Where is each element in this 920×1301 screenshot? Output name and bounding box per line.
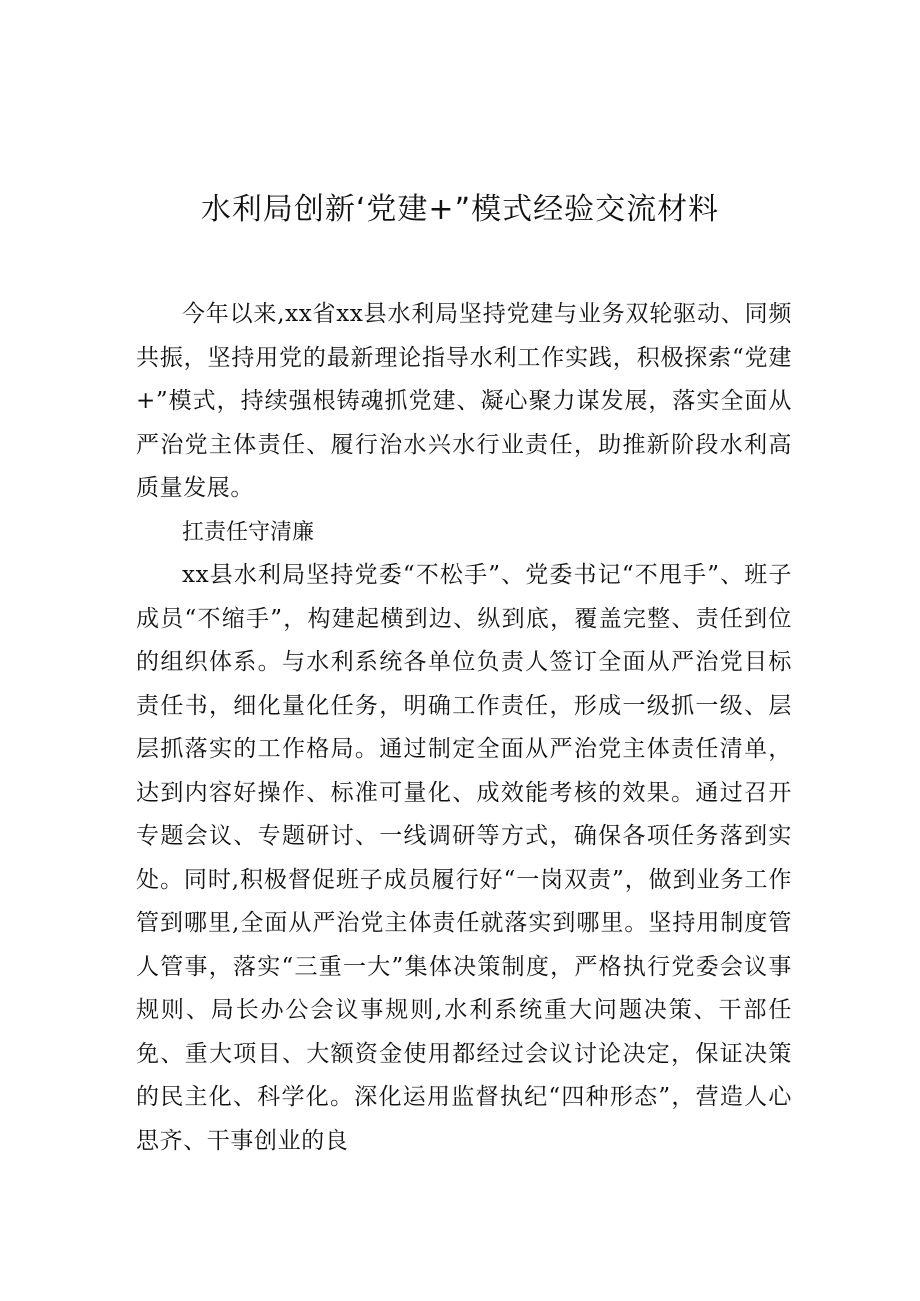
section-paragraph: xx县水利局坚持党委“不松手”、党委书记“不甩手”、班子成员“不缩手”，构建起横到边、纵到底，覆盖完整、责任到位的组织体系。与水利系统各单位负责人签订全面从严治党目标责任书，细化量化任务，明确工作责任，形成一级抓一级、层层抓落实的工作格局。通过制定全面从严治党主体责任清单，达到内容好操作、标准可量化、成效能考核的效果。通过召开专题会议、专题研讨、一线调研等方式，确保各项任务落到实处。同时,积极督促班子成员履行好“一岗双责”，做到业务工作管到哪里,全面从严治党主体责任就落实到哪里。坚持用制度管人管事，落实“三重一大”集体决策制度，严格执行党委会议事规则、局长办公会议事规则,水利系统重大问题决策、干部任免、重大项目、大额资金使用都经过会议讨论决定，保证决策的民主化、科学化。深化运用监督执纪“四种形态”，营造人心思齐、干事创业的良 [136,562,792,1154]
intro-paragraph: 今年以来,xx省xx县水利局坚持党建与业务双轮驱动、同频共振，坚持用党的最新理论指导水利工作实践，积极探索“党建+”模式，持续强根铸魂抓党建、凝心聚力谋发展，落实全面从严治党主体责任、履行治水兴水行业责任，助推新阶段水利高质量发展。 [136,301,792,501]
document-title: 水利局创新‘党建+”模式经验交流材料 [200,192,720,227]
document-body [136,293,792,1163]
section-heading: 扛责任守清廉 [182,519,315,545]
